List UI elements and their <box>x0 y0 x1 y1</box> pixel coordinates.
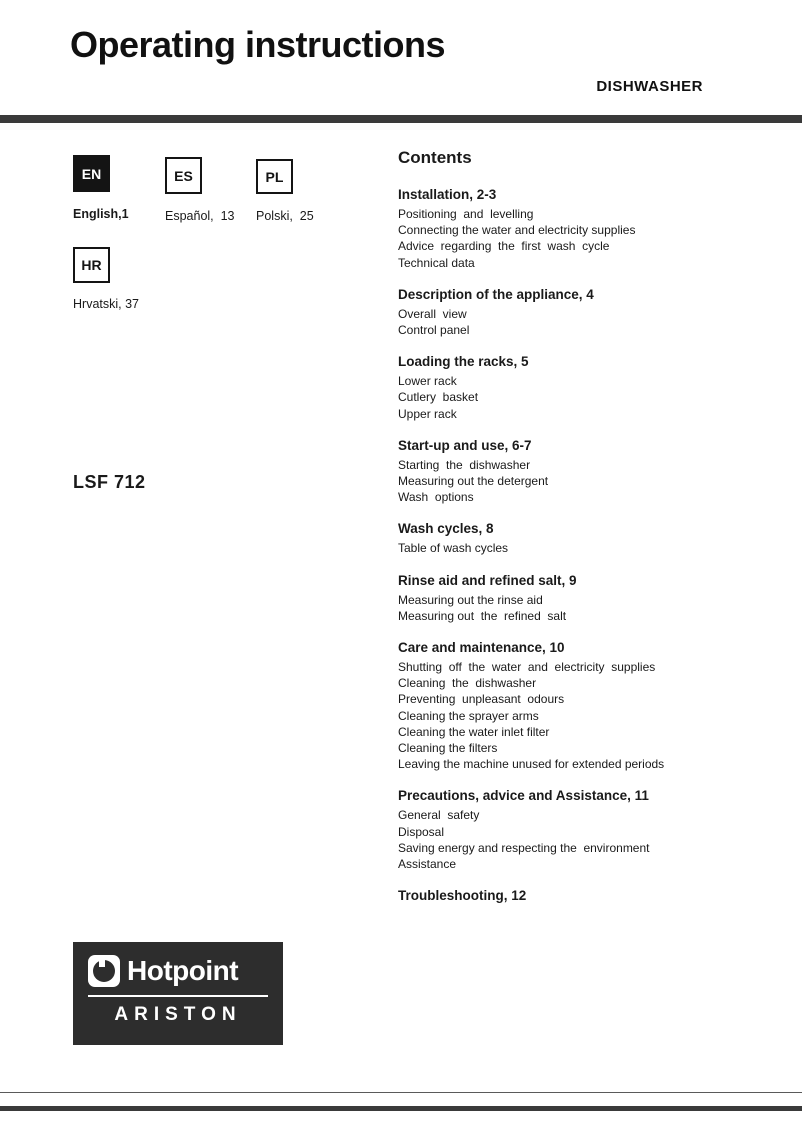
hotpoint-logo-icon <box>88 955 120 987</box>
toc-section-title: Rinse aid and refined salt, 9 <box>398 572 577 588</box>
toc-section-title: Description of the appliance, 4 <box>398 286 594 302</box>
toc-section-title: Wash cycles, 8 <box>398 521 494 537</box>
toc-item: Measuring out the rinse aid <box>398 592 543 607</box>
bottom-divider-thick <box>0 1106 802 1111</box>
brand-sub-name: ARISTON <box>114 1004 242 1025</box>
toc-item: General safety <box>398 808 480 823</box>
toc-section-title: Care and maintenance, 10 <box>398 640 565 656</box>
toc-section-loading-racks <box>398 353 738 422</box>
toc-item: Assistance <box>398 857 457 872</box>
toc-item: Technical data <box>398 255 475 270</box>
lang-label-es: Español, 13 <box>165 209 235 223</box>
brand-logo <box>73 942 283 1045</box>
lang-badge-es: ES <box>165 157 202 194</box>
toc-item: Cutlery basket <box>398 390 479 405</box>
toc-item: Overall view <box>398 306 467 321</box>
toc-section-precautions <box>398 787 738 872</box>
toc-item: Shutting off the water and electricity supplies <box>398 660 656 675</box>
hotpoint-logo-notch <box>99 955 105 967</box>
toc-section-title: Installation, 2-3 <box>398 187 497 202</box>
contents-column <box>398 148 738 919</box>
bottom-divider-thin <box>0 1092 802 1093</box>
toc-item: Control panel <box>398 323 470 338</box>
toc-section-title: Start-up and use, 6-7 <box>398 437 532 453</box>
page-title: Operating instructions <box>70 24 446 65</box>
toc-section-wash-cycles <box>398 520 738 556</box>
toc-item: Cleaning the dishwasher <box>398 676 537 691</box>
toc-section-rinse-aid <box>398 572 738 624</box>
top-divider <box>0 115 802 123</box>
toc-item: Positioning and levelling <box>398 207 534 221</box>
document-subtitle: DISHWASHER <box>596 78 703 95</box>
toc-item: Connecting the water and electricity supplies <box>398 223 636 238</box>
toc-section-installation <box>398 186 738 271</box>
toc-item: Preventing unpleasant odours <box>398 692 565 707</box>
lang-label-hr: Hrvatski, 37 <box>73 297 139 311</box>
toc-section-description <box>398 286 738 338</box>
toc-item: Disposal <box>398 824 445 839</box>
lang-label-pl: Polski, 25 <box>256 209 314 223</box>
toc-section-startup <box>398 437 738 506</box>
brand-name: Hotpoint <box>127 955 239 986</box>
toc-section-troubleshooting <box>398 887 738 904</box>
toc-item: Advice regarding the first wash cycle <box>398 239 610 254</box>
toc-item: Starting the dishwasher <box>398 457 531 472</box>
toc-item: Measuring out the detergent <box>398 474 549 489</box>
brand-divider <box>88 995 268 997</box>
toc-section-title: Troubleshooting, 12 <box>398 888 527 904</box>
toc-item: Cleaning the sprayer arms <box>398 708 539 723</box>
lang-badge-pl: PL <box>256 159 293 194</box>
toc-item: Cleaning the filters <box>398 741 498 756</box>
brand-row <box>88 955 268 987</box>
toc-item: Leaving the machine unused for extended periods <box>398 757 665 772</box>
toc-item: Cleaning the water inlet filter <box>398 724 550 739</box>
lang-badge-hr: HR <box>73 247 110 283</box>
toc-section-title: Loading the racks, 5 <box>398 354 529 370</box>
contents-heading: Contents <box>398 148 472 167</box>
toc-item: Saving energy and respecting the environment <box>398 840 650 855</box>
model-number: LSF 712 <box>73 472 146 492</box>
toc-section-title: Precautions, advice and Assistance, 11 <box>398 788 649 804</box>
toc-item: Measuring out the refined salt <box>398 608 567 623</box>
toc-section-care-maintenance <box>398 639 738 772</box>
toc-item: Wash options <box>398 490 474 505</box>
lang-badge-en: EN <box>73 155 110 192</box>
toc-item: Upper rack <box>398 406 457 421</box>
lang-label-en: English,1 <box>73 207 129 221</box>
toc-item: Lower rack <box>398 374 457 389</box>
toc-item: Table of wash cycles <box>398 541 509 556</box>
